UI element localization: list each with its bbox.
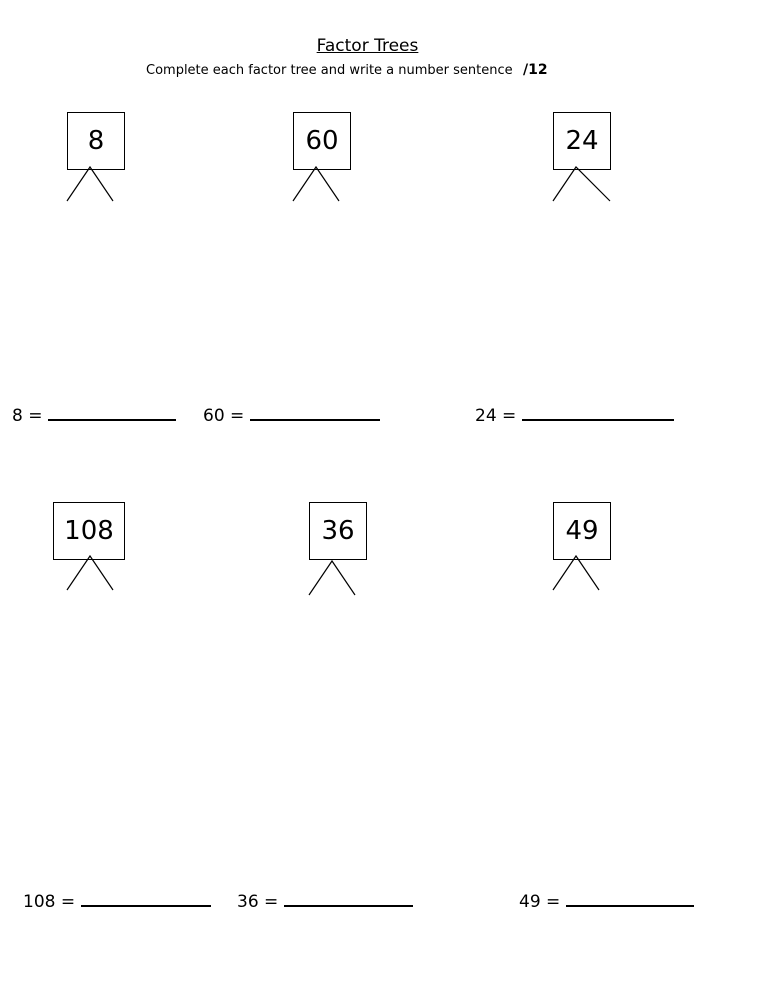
instructions: Complete each factor tree and write a number sentence (146, 63, 513, 78)
factor-number: 60 (305, 126, 339, 156)
branch-8 (67, 167, 113, 201)
branch-24 (553, 167, 610, 201)
branch-108 (67, 556, 113, 590)
sentence-label: 24 = (475, 406, 517, 426)
branch-49 (553, 556, 599, 590)
sentence-36 (237, 891, 413, 912)
factor-number: 108 (64, 516, 114, 546)
score-total: /12 (523, 62, 548, 78)
factor-number: 49 (565, 516, 599, 546)
sentence-label: 49 = (519, 892, 561, 912)
sentence-label: 60 = (203, 406, 245, 426)
branch-60 (293, 167, 339, 201)
answer-blank[interactable] (566, 891, 694, 907)
sentence-8 (12, 405, 176, 426)
sentence-24 (475, 405, 674, 426)
sentence-label: 8 = (12, 406, 43, 426)
branch-36 (309, 561, 355, 595)
answer-blank[interactable] (250, 405, 380, 421)
answer-blank[interactable] (48, 405, 176, 421)
sentence-label: 36 = (237, 892, 279, 912)
sentence-49 (519, 891, 694, 912)
answer-blank[interactable] (81, 891, 211, 907)
page-title: Factor Trees (316, 36, 419, 56)
answer-blank[interactable] (522, 405, 674, 421)
sentence-60 (203, 405, 380, 426)
factor-number: 8 (87, 126, 105, 156)
factor-number: 36 (321, 516, 355, 546)
sentence-label: 108 = (23, 892, 76, 912)
factor-number: 24 (565, 126, 599, 156)
answer-blank[interactable] (284, 891, 413, 907)
sentence-108 (23, 891, 211, 912)
